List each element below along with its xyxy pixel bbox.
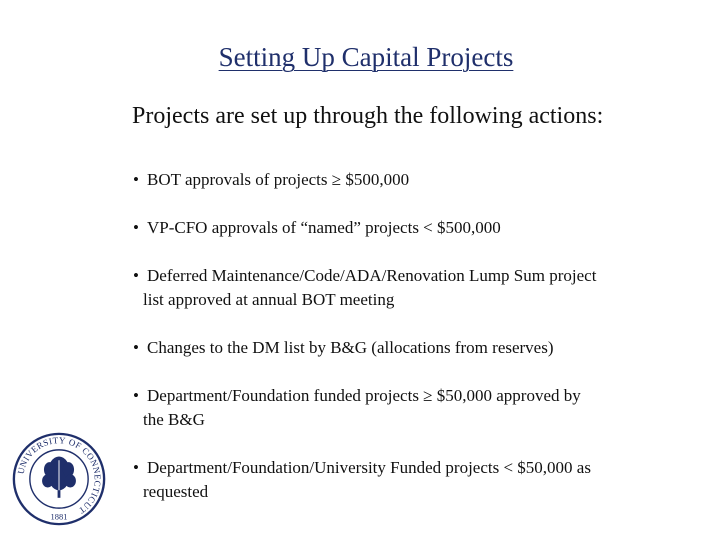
university-seal-logo [12,432,106,526]
bullet-text: Deferred Maintenance/Code/ADA/Renovation Lump Sum project [147,266,597,285]
bullet-item [133,168,409,192]
bullet-glyph: • [133,266,139,285]
bullet-glyph: • [133,458,139,477]
bullet-item [133,264,596,312]
bullet-glyph: • [133,338,139,357]
seal-ring-text: UNIVERSITY OF CONNECTICUT [15,435,103,516]
bullet-text-continued: list approved at annual BOT meeting [143,290,395,309]
bullet-glyph: • [133,386,139,405]
bullet-item [133,384,581,432]
bullet-text-continued: requested [143,482,209,501]
intro-text: Projects are set up through the following actions: [132,103,604,129]
bullet-text: BOT approvals of projects ≥ $500,000 [147,170,410,189]
bullet-text: VP-CFO approvals of “named” projects < $500,000 [147,218,501,237]
bullet-item [133,456,591,504]
bullet-text: Department/Foundation funded projects ≥ $50,000 approved by [147,386,581,405]
bullet-text-continued: the B&G [143,410,205,429]
bullet-item [133,216,501,240]
seal-year: 1881 [50,511,68,522]
bullet-glyph: • [133,170,139,189]
bullet-text: Department/Foundation/University Funded projects < $50,000 as [147,458,591,477]
bullet-glyph: • [133,218,139,237]
bullet-item [133,336,554,360]
slide-title: Setting Up Capital Projects [218,42,514,72]
bullet-text: Changes to the DM list by B&G (allocations from reserves) [147,338,554,357]
